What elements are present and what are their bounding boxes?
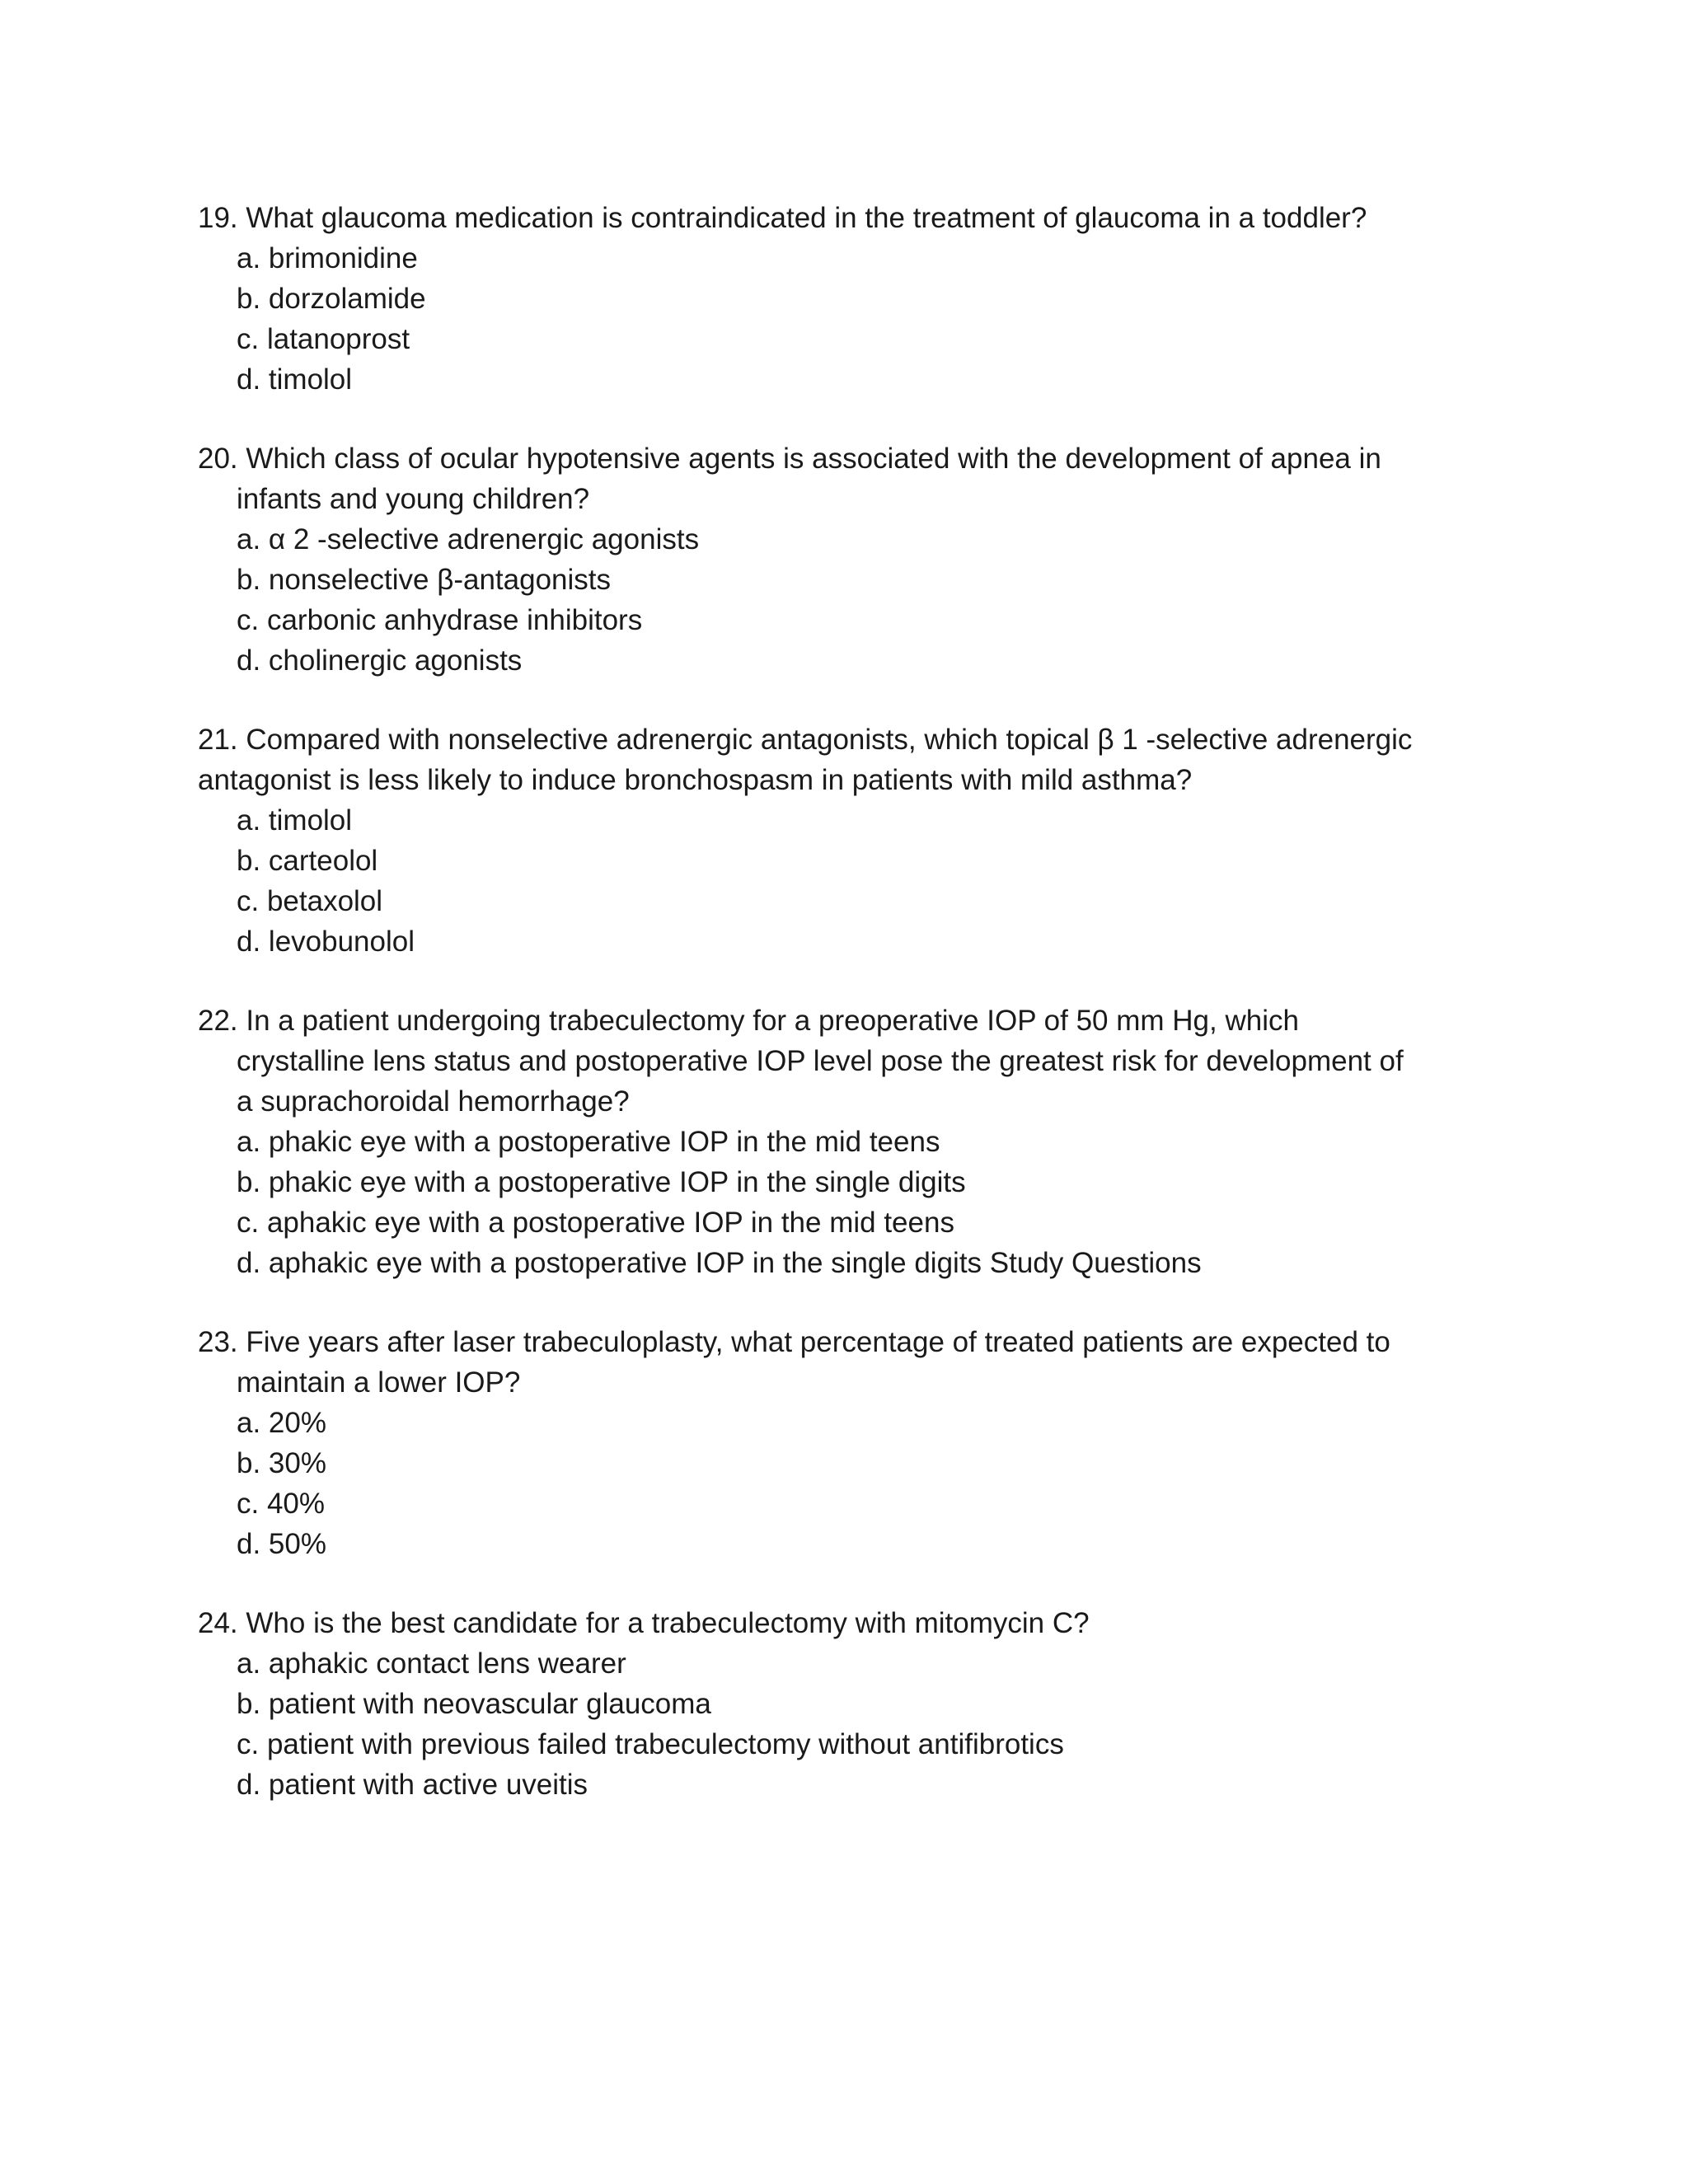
answer-option: a. brimonidine (237, 242, 418, 274)
answer-option: c. 40% (237, 1488, 325, 1520)
question-stem-line: 22. In a patient undergoing trabeculectomy for a preoperative IOP of 50 mm Hg, which (198, 1005, 1299, 1037)
answer-option: b. patient with neovascular glaucoma (237, 1688, 711, 1720)
answer-option: b. 30% (237, 1447, 326, 1479)
answer-option: d. aphakic eye with a postoperative IOP in the single digits Study Questions (237, 1247, 1202, 1279)
answer-option: b. phakic eye with a postoperative IOP in the single digits (237, 1166, 966, 1198)
answer-option: a. aphakic contact lens wearer (237, 1647, 626, 1680)
question-stem-line: 20. Which class of ocular hypotensive agents is associated with the development of apnea in (198, 443, 1381, 475)
answer-option: d. timolol (237, 363, 353, 396)
answer-option: a. phakic eye with a postoperative IOP in the mid teens (237, 1126, 940, 1158)
answer-option: b. nonselective β-antagonists (237, 564, 612, 596)
answer-option: c. aphakic eye with a postoperative IOP in the mid teens (237, 1207, 954, 1239)
question-stem-line: 21. Compared with nonselective adrenergic antagonists, which topical β 1 -selective adrenergic (198, 724, 1413, 756)
question-stem-line: antagonist is less likely to induce bronchospasm in patients with mild asthma? (198, 764, 1193, 796)
question-stem-line: crystalline lens status and postoperative IOP level pose the greatest risk for development of (237, 1045, 1404, 1077)
answer-option: d. levobunolol (237, 926, 415, 958)
answer-option: c. latanoprost (237, 323, 410, 355)
question-stem-line: 19. What glaucoma medication is contraindicated in the treatment of glaucoma in a toddler? (198, 202, 1367, 234)
answer-option: d. 50% (237, 1528, 326, 1560)
answer-option: b. carteolol (237, 845, 378, 877)
question-stem-line: 23. Five years after laser trabeculoplasty, what percentage of treated patients are expected to (198, 1326, 1390, 1358)
answer-option: b. dorzolamide (237, 283, 426, 315)
answer-option: a. timolol (237, 804, 353, 837)
question-stem-line: 24. Who is the best candidate for a trabeculectomy with mitomycin C? (198, 1607, 1090, 1639)
question-stem-line: a suprachoroidal hemorrhage? (237, 1085, 630, 1118)
answer-option: d. patient with active uveitis (237, 1769, 588, 1801)
question-stem-line: maintain a lower IOP? (237, 1366, 521, 1399)
question-stem-line: infants and young children? (237, 483, 590, 515)
answer-option: a. α 2 -selective adrenergic agonists (237, 523, 700, 555)
answer-option: c. patient with previous failed trabeculectomy without antifibrotics (237, 1728, 1064, 1760)
answer-option: a. 20% (237, 1407, 326, 1439)
answer-option: c. betaxolol (237, 885, 383, 917)
answer-option: c. carbonic anhydrase inhibitors (237, 604, 643, 636)
answer-option: d. cholinergic agonists (237, 644, 523, 677)
